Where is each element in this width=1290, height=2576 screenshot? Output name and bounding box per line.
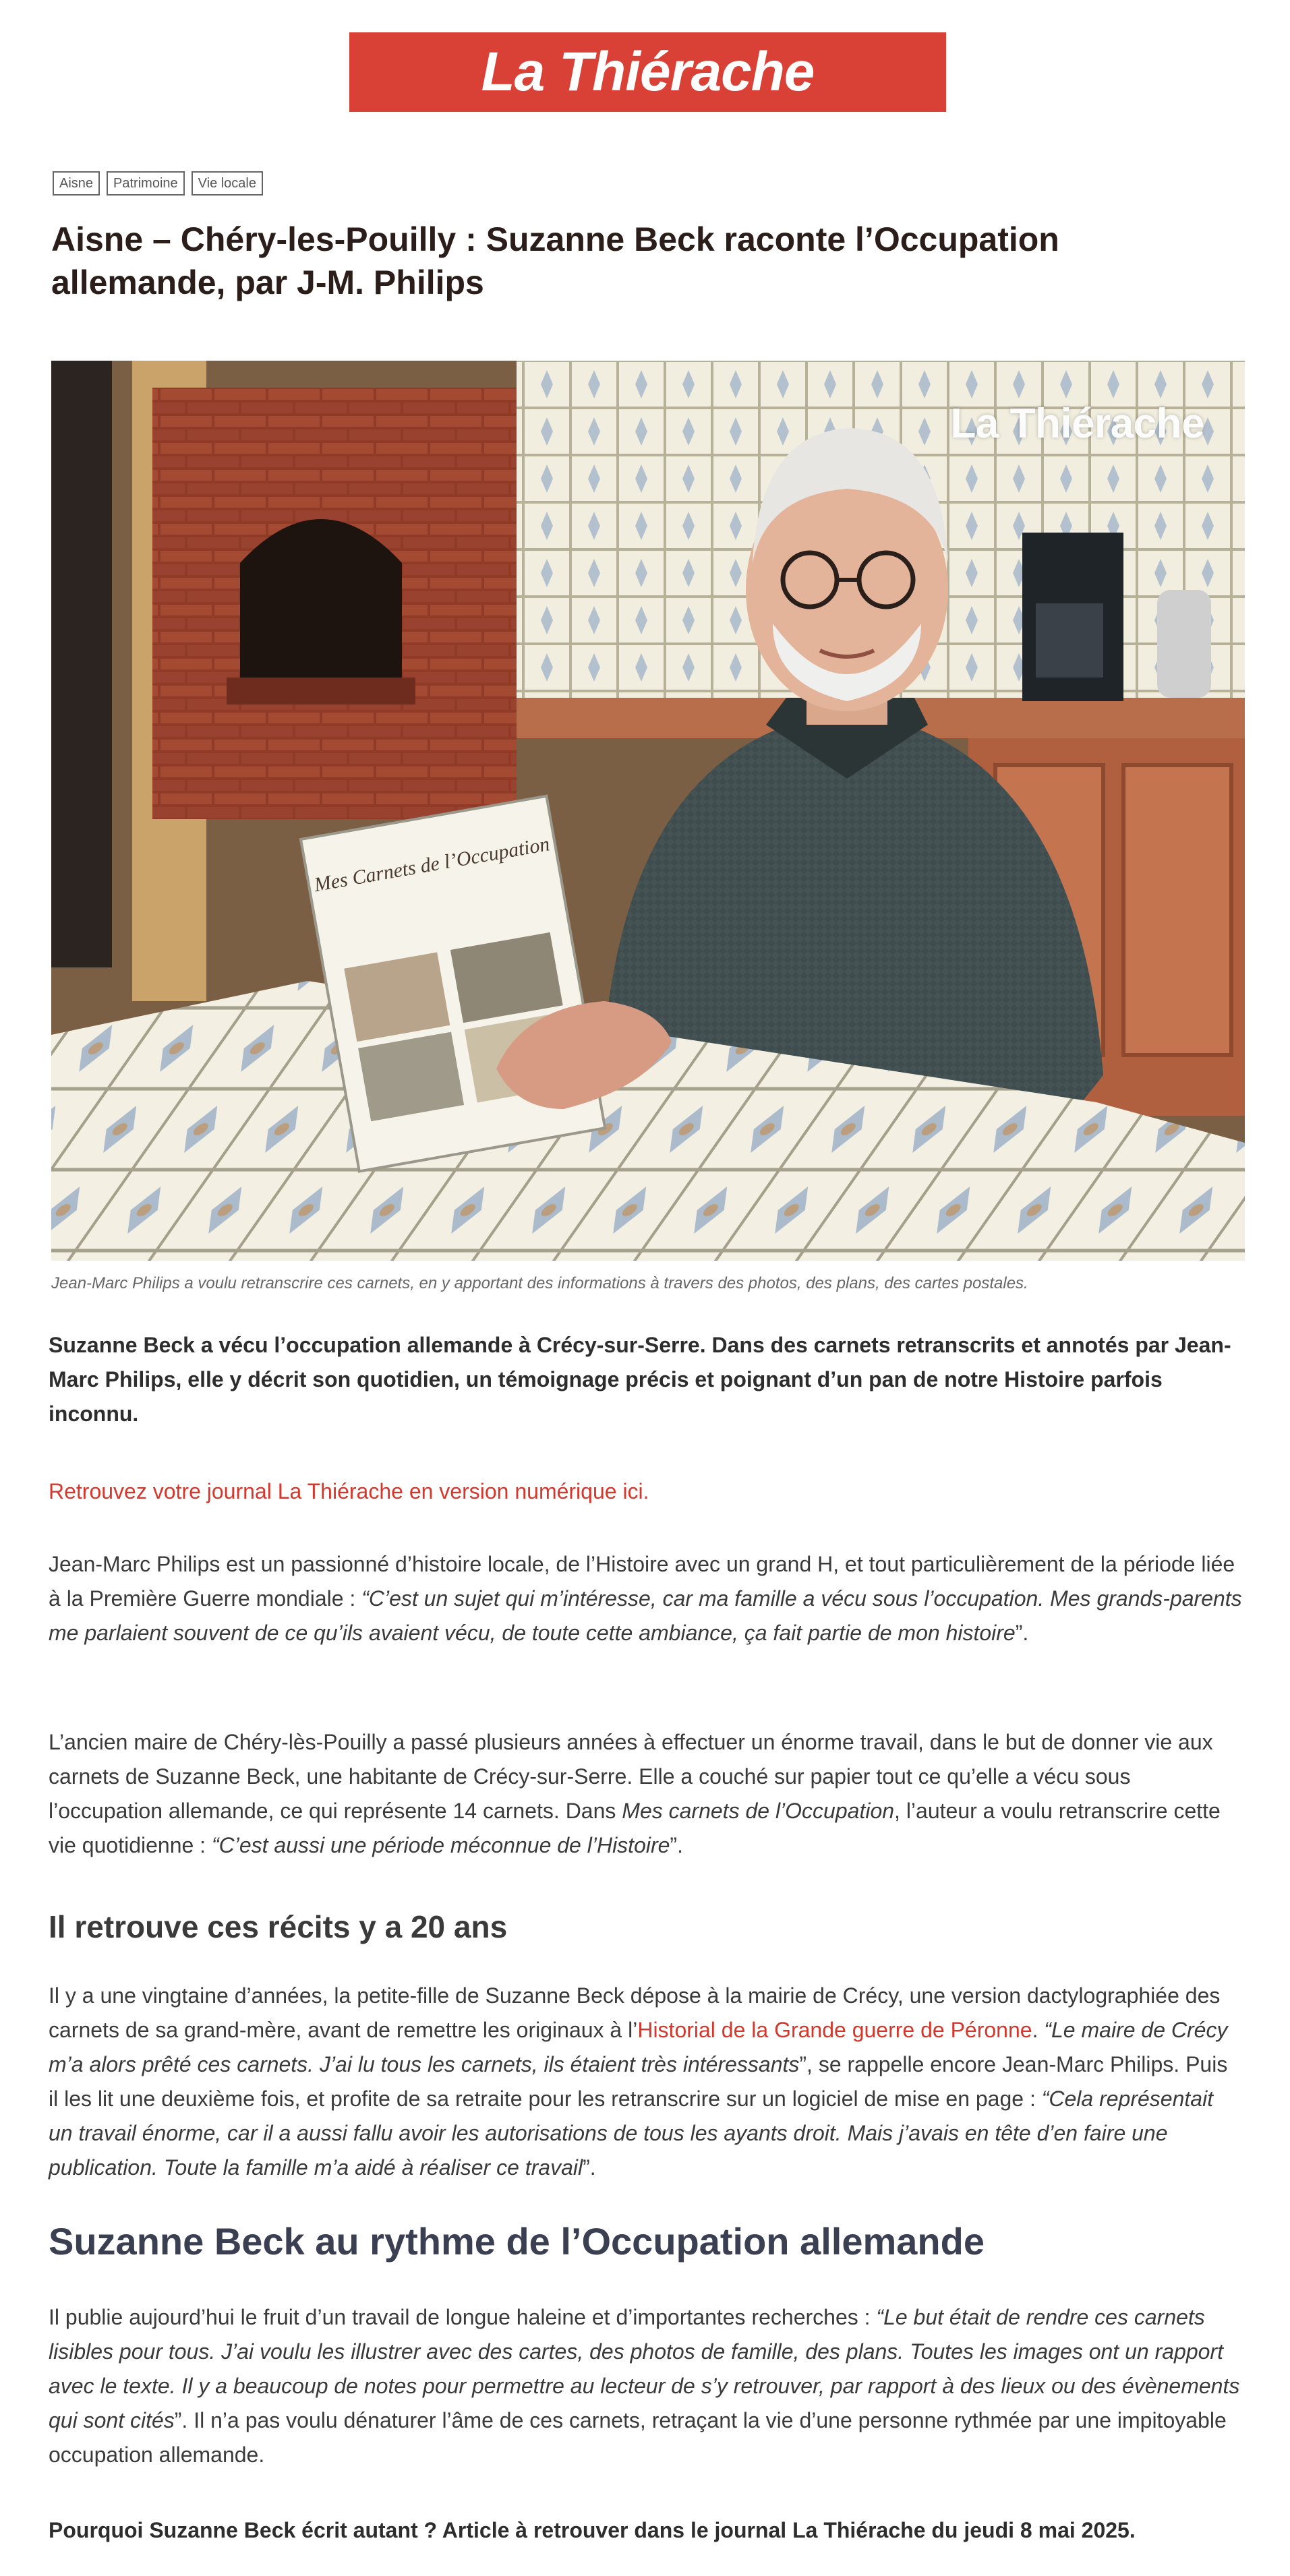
photo-caption: Jean-Marc Philips a voulu retranscrire ces carnets, en y apportant des informations à travers des photos, des plans, des cartes postales. <box>51 1274 1028 1292</box>
closing-note: Pourquoi Suzanne Beck écrit autant ? Article à retrouver dans le journal La Thiérache du jeudi 8 mai 2025. <box>49 2518 1136 2542</box>
paragraph-4: Il publie aujourd’hui le fruit d’un travail de longue haleine et d’importantes recherches : “Le but était de rendre ces carnets lisibles pour tous. J’ai voulu les illustrer avec des cartes, des photos de famille, des plans. Toutes les images ont un rapport avec le texte. Il y a beaucoup de notes pour permettre au lecteur de s’y retrouver, par rapport à des lieux ou des évènements qui sont cités”. Il n’a pas voulu dénaturer l’âme de ces carnets, retraçant la vie d’une personne rythmée par une impitoyable occupation allemande. <box>49 2305 1240 2467</box>
tag-patrimoine[interactable]: Patrimoine <box>107 171 185 196</box>
article-photo <box>51 361 1245 1261</box>
article-lede: Suzanne Beck a vécu l’occupation allemande à Crécy-sur-Serre. Dans des carnets retranscrits et annotés par Jean-Marc Philips, elle y décrit son quotidien, un témoignage précis et poignant d’un pan de notre Histoire parfois inconnu. <box>49 1333 1231 1426</box>
masthead-title: La Thiérache <box>481 41 815 102</box>
tag-list <box>53 171 263 196</box>
paragraph-3: Il y a une vingtaine d’années, la petite-fille de Suzanne Beck dépose à la mairie de Crécy, une version dactylographiée des carnets de sa grand-mère, avant de remettre les originaux à l’Historial de la Grande guerre de Péronne. “Le maire de Crécy m’a alors prêté ces carnets. J’ai lu tous les carnets, ils étaient très intéressants”, se rappelle encore Jean-Marc Philips. Puis il les lit une deuxième fois, et profite de sa retraite pour les retranscrire sur un logiciel de mise en page : “Cela représentait un travail énorme, car il a aussi fallu avoir les autorisations de tous les ayants droit. Mais j’avais en tête d’en faire une publication. Toute la famille m’a aidé à réaliser ce travail”. <box>49 1983 1228 2180</box>
masthead-logo[interactable] <box>349 32 946 112</box>
historial-link[interactable]: Historial de la Grande guerre de Péronne <box>637 2018 1032 2042</box>
paragraph-2: L’ancien maire de Chéry-lès-Pouilly a passé plusieurs années à effectuer un énorme travail, dans le but de donner vie aux carnets de Suzanne Beck, une habitante de Crécy-sur-Serre. Elle a couché sur papier tout ce qu’elle a vécu sous l’occupation allemande, ce qui représente 14 carnets. Dans Mes carnets de l’Occupation, l’auteur a voulu retranscrire cette vie quotidienne : “C’est aussi une période méconnue de l’Histoire”. <box>49 1730 1221 1857</box>
kitchen-scene-illustration <box>51 361 1245 1261</box>
section-heading-1: Il retrouve ces récits y a 20 ans <box>49 1909 508 1944</box>
tag-vie-locale[interactable]: Vie locale <box>192 171 263 196</box>
paragraph-1: Jean-Marc Philips est un passionné d’histoire locale, de l’Histoire avec un grand H, et tout particulièrement de la période liée à la Première Guerre mondiale : “C’est un sujet qui m’intéresse, car ma famille a vécu sous l’occupation. Mes grands-parents me parlaient souvent de ce qu’ils avaient vécu, de toute cette ambiance, ça fait partie de mon histoire”. <box>49 1552 1242 1645</box>
photo-watermark: La Thiérache <box>950 400 1204 447</box>
digital-edition-link[interactable]: Retrouvez votre journal La Thiérache en version numérique ici. <box>49 1479 649 1503</box>
section-heading-2: Suzanne Beck au rythme de l’Occupation allemande <box>49 2220 985 2263</box>
book-title-text: Mes Carnets de l’Occupation <box>312 833 552 897</box>
article-title: Aisne – Chéry-les-Pouilly : Suzanne Beck raconte l’Occupation allemande, par J-M. Philips <box>51 220 1059 301</box>
tag-aisne[interactable]: Aisne <box>53 171 100 196</box>
